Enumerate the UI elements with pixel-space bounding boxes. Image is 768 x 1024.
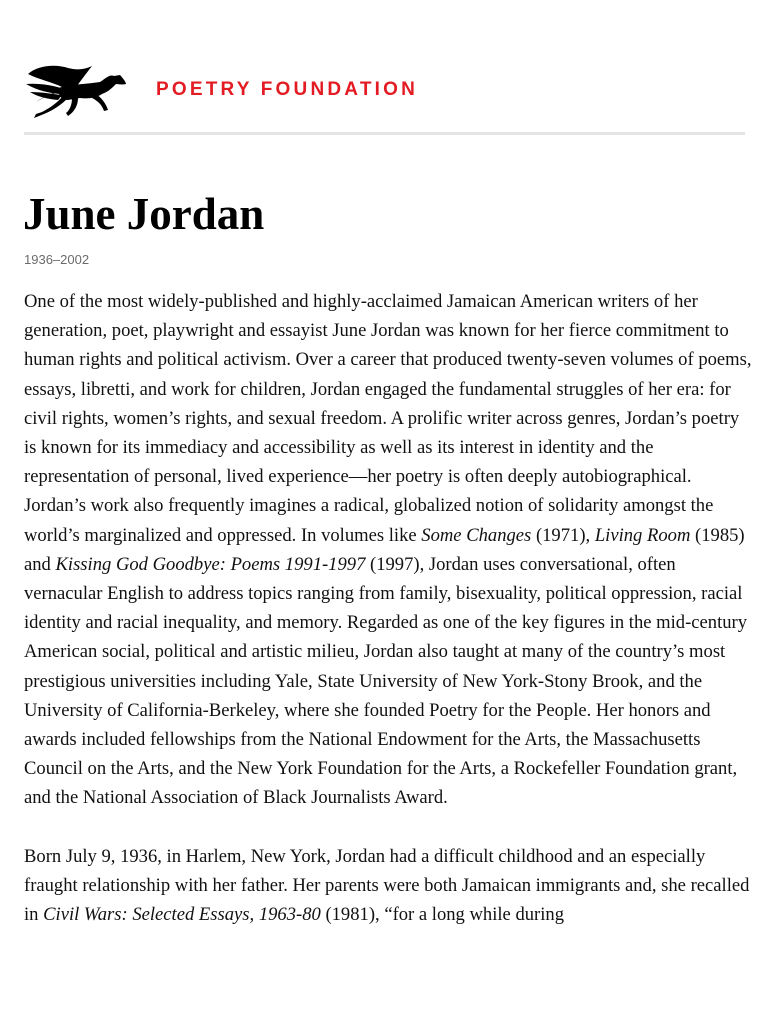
work-title: Some Changes bbox=[421, 524, 532, 546]
paragraph-text: (1981), “for a long while during bbox=[320, 904, 565, 926]
page-title: June Jordan bbox=[23, 189, 265, 239]
work-title: Civil Wars: Selected Essays, 1963-80 bbox=[43, 904, 321, 926]
header-divider bbox=[24, 132, 745, 135]
pegasus-logo-icon[interactable] bbox=[22, 60, 128, 120]
poet-dates: 1936–2002 bbox=[24, 252, 90, 267]
paragraph-text: Born July 9, 1936, in Harlem, New York, Jordan had a difficult childhood and an especially fraught relationship with her father. Her parents were both Jamaican immigrants and, she recalled in bbox=[24, 845, 750, 926]
paragraph-text: (1997), Jordan uses conversational, often vernacular English to address topics ranging from family, bisexuality, political oppression, racial identity and racial inequality, and memory. Regarded as one of the key figures in the mid-century American social, political and artistic milieu, Jordan also taught at many of the country’s most prestigious universities including Yale, State University of New York-Stony Brook, and the University of California-Berkeley, where she founded Poetry for the People. Her honors and awards included fellowships from the National Endowment for the Arts, the Massachusetts Council on the Arts, and the New York Foundation for the Arts, a Rockefeller Foundation grant, and the National Association of Black Journalists Award. bbox=[24, 553, 748, 809]
biography-text bbox=[24, 287, 754, 958]
paragraph-text: (1971), bbox=[531, 524, 595, 546]
biography-paragraph bbox=[24, 842, 754, 930]
paragraph-text: One of the most widely-published and highly-acclaimed Jamaican American writers of her generation, poet, playwright and essayist June Jordan was known for her fierce commitment to human rights and political activism. Over a career that produced twenty-seven volumes of poems, essays, libretti, and work for children, Jordan engaged the fundamental struggles of her era: for civil rights, women’s rights, and sexual freedom. A prolific writer across genres, Jordan’s poetry is known for its immediacy and accessibility as well as its interest in identity and the representation of personal, lived experience—her poetry is often deeply autobiographical. Jordan’s work also frequently imagines a radical, globalized notion of solidarity amongst the world’s marginalized and oppressed. In volumes like bbox=[24, 291, 752, 546]
biography-paragraph bbox=[24, 287, 754, 813]
work-title: Living Room bbox=[594, 524, 691, 546]
work-title: Kissing God Goodbye: Poems 1991-1997 bbox=[55, 553, 366, 575]
paragraph-text: (1985) and bbox=[24, 524, 745, 575]
site-brand-name[interactable]: POETRY FOUNDATION bbox=[156, 79, 418, 100]
site-header bbox=[0, 0, 768, 136]
